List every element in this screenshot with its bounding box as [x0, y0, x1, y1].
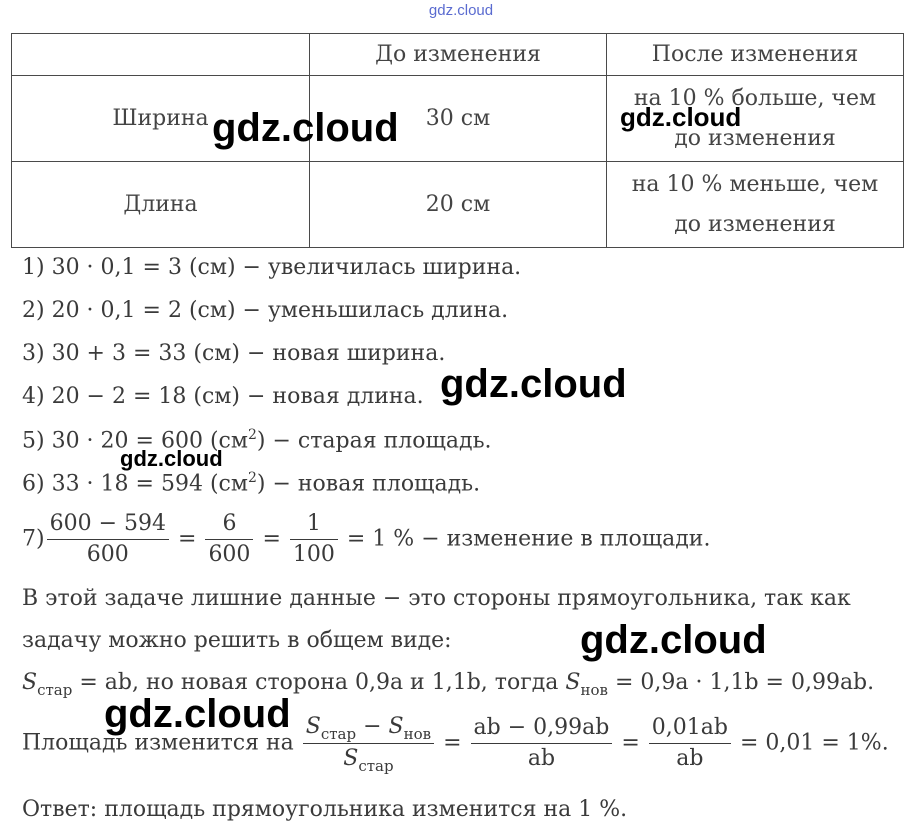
cell-after: [607, 162, 904, 248]
table-header-cell: После изменения: [607, 34, 904, 76]
superscript: 2: [247, 427, 257, 443]
step-7: [22, 509, 710, 570]
step-7-prefix: 7): [22, 526, 45, 552]
equals-sign: =: [262, 526, 281, 552]
subscript: стар: [358, 757, 394, 775]
cell-before: 30 см: [310, 76, 607, 162]
fraction: [471, 713, 613, 774]
numerator: ab − 0,99ab: [471, 713, 613, 744]
numerator: 1: [290, 509, 338, 540]
para-line-1: В этой задаче лишние данные − это стороны прямоугольника, так как: [22, 586, 851, 611]
top-watermark: gdz.cloud: [428, 2, 494, 19]
s-symbol: S: [343, 746, 359, 771]
s-symbol: S: [388, 714, 404, 739]
fraction: [303, 712, 434, 775]
row-label: Длина: [12, 162, 310, 248]
minus-sign: −: [363, 714, 382, 739]
denominator: 600: [86, 542, 129, 567]
para-line-3-b: = 0,9a · 1,1b = 0,99ab.: [614, 670, 875, 695]
cell-after-line: до изменения: [674, 125, 836, 151]
superscript: 2: [247, 470, 257, 486]
s-symbol: S: [22, 670, 38, 695]
watermark: gdz.cloud: [120, 446, 223, 471]
table-header-row: [12, 34, 904, 76]
denominator: [303, 744, 434, 775]
denominator: ab: [527, 746, 556, 771]
fraction: [205, 509, 253, 570]
para-line-3-a: = ab, но новая сторона 0,9a и 1,1b, тогда: [79, 670, 559, 695]
subscript: стар: [37, 681, 73, 699]
equals-sign: =: [443, 730, 462, 756]
cell-after-line: на 10 % меньше, чем: [631, 171, 879, 197]
table-header-cell: До изменения: [310, 34, 607, 76]
denominator: ab: [676, 746, 704, 771]
numerator: 600 − 594: [47, 509, 169, 540]
watermark: gdz.cloud: [104, 692, 291, 736]
numerator: [303, 712, 434, 744]
subscript: стар: [320, 725, 357, 743]
subscript: нов: [580, 681, 608, 699]
cell-after-line: до изменения: [674, 211, 836, 237]
subscript: нов: [403, 725, 432, 743]
step-6-text: 6) 33 · 18 = 594 (см: [22, 471, 248, 497]
para-line-4-tail: = 0,01 = 1%.: [739, 730, 889, 756]
step-6: [22, 470, 480, 496]
step-5-tail: ) − старая площадь.: [256, 428, 492, 454]
step-4: 4) 20 − 2 = 18 (см) − новая длина.: [22, 384, 424, 409]
watermark: gdz.cloud: [620, 102, 742, 132]
step-5-text: 5) 30 · 20 = 600 (см: [22, 428, 248, 454]
s-symbol: S: [305, 714, 321, 739]
s-symbol: S: [565, 670, 581, 695]
watermark: gdz.cloud: [580, 618, 767, 662]
step-3: 3) 30 + 3 = 33 (см) − новая ширина.: [22, 341, 446, 366]
denominator: 600: [208, 542, 251, 567]
watermark: gdz.cloud: [212, 106, 399, 150]
table-row: [12, 76, 904, 162]
step-2: 2) 20 · 0,1 = 2 (см) − уменьшилась длина.: [22, 298, 509, 323]
comparison-table: [11, 33, 904, 248]
cell-before: 20 см: [310, 162, 607, 248]
numerator: 0,01ab: [649, 713, 731, 744]
answer: Ответ: площадь прямоугольника изменится на 1 %.: [22, 797, 628, 822]
fraction: [47, 509, 169, 570]
denominator: 100: [292, 542, 335, 567]
step-1: 1) 30 · 0,1 = 3 (см) − увеличилась ширина.: [22, 255, 522, 280]
para-line-4-prefix: Площадь изменится на: [22, 730, 294, 756]
row-label: Ширина: [12, 76, 310, 162]
fraction: [290, 509, 338, 570]
fraction: [649, 713, 731, 774]
equals-sign: =: [621, 730, 640, 756]
step-5: [22, 427, 492, 453]
para-line-2: задачу можно решить в общем виде:: [22, 628, 452, 653]
cell-after-line: на 10 % больше, чем: [633, 85, 877, 111]
watermark: gdz.cloud: [440, 362, 627, 406]
step-6-tail: ) − новая площадь.: [256, 471, 481, 497]
table-row: [12, 162, 904, 248]
step-7-tail: = 1 % − изменение в площади.: [346, 526, 711, 552]
table-header-cell: [12, 34, 310, 76]
numerator: 6: [205, 509, 253, 540]
equals-sign: =: [178, 526, 197, 552]
